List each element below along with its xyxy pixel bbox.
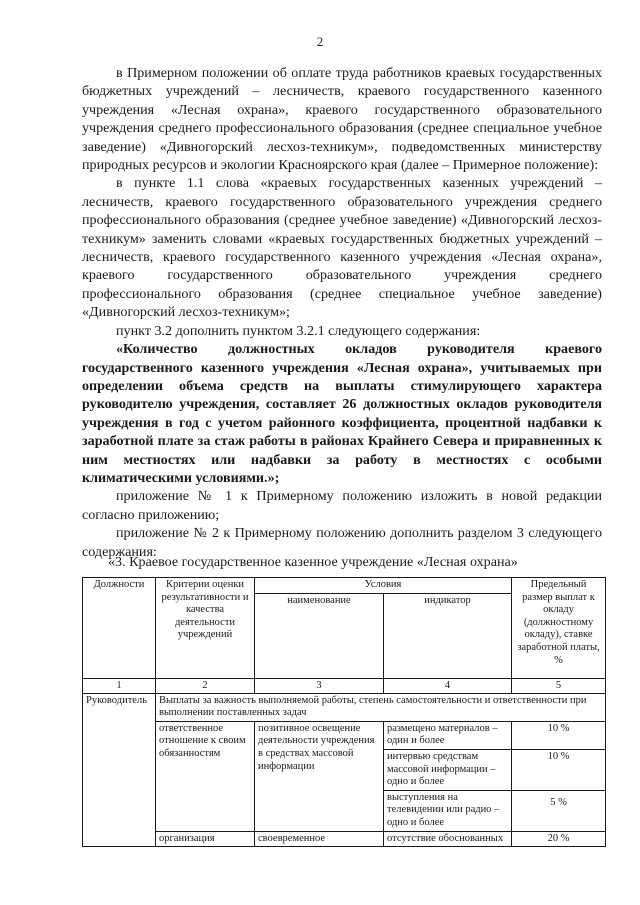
column-number: 3 <box>255 678 384 693</box>
table-row <box>83 693 606 721</box>
page-number: 2 <box>316 34 324 49</box>
criteria-table <box>82 577 606 847</box>
header-positions: Должности <box>83 578 156 679</box>
criterion-cell-continued <box>156 790 255 831</box>
header-indicator: индикатор <box>384 593 512 678</box>
position-cell: Руководитель <box>83 693 156 847</box>
value-cell: 10 % <box>512 721 606 749</box>
column-number: 4 <box>384 678 512 693</box>
paragraph-clause-1-1: в пункте 1.1 слова «краевых государственных казенных учреждений – лесничеств, краевого государственного образовательного учреждения среднего профессионального образования (среднее учебное заведение) «Дивногорский лесхоз-техникум» заменить словами «краевых государственных бюджетных учреждений – лесничеств, краевого государственного казенного учреждения «Лесная охрана», краевого государственного образовательного учреждения среднего профессионального образования (среднее специальное учебное заведение) «Дивногорский лесхоз-техникум»; <box>82 175 602 321</box>
payment-type-cell: Выплаты за важность выполняемой работы, степень самостоятельности и ответственности при выполнении поставленных задач <box>156 693 606 721</box>
condition-cell-continued <box>255 790 384 831</box>
table-row <box>83 831 606 847</box>
value-cell: 10 % <box>512 749 606 790</box>
header-conditions: Условия <box>255 578 512 594</box>
table-row <box>83 790 606 831</box>
header-criteria: Критерии оценки результативности и качества деятельности учреждений <box>156 578 255 679</box>
column-number: 2 <box>156 678 255 693</box>
paragraph-appendix-2: приложение № 2 к Примерному положению дополнить разделом 3 следующего содержания: <box>82 525 602 560</box>
column-number-row <box>83 678 606 693</box>
indicator-cell: интервью средствам массовой информации – одно и более <box>384 749 512 790</box>
paragraph-clause-3-2: пункт 3.2 дополнить пунктом 3.2.1 следующего содержания: <box>116 322 481 339</box>
section-title: «3. Краевое государственное казенное учреждение «Лесная охрана» <box>108 554 518 570</box>
column-number: 5 <box>512 678 606 693</box>
indicator-cell: отсутствие обоснованных <box>384 831 512 847</box>
indicator-cell: размещено материалов – один и более <box>384 721 512 749</box>
header-name: наименование <box>255 593 384 678</box>
table-header-row <box>83 578 606 594</box>
indicator-cell: выступления на телевидении или радио – одно и более <box>384 790 512 831</box>
value-cell: 5 % <box>512 790 606 831</box>
document-body <box>82 64 602 561</box>
paragraph-quote-3-2-1: «Количество должностных окладов руководителя краевого государственного казенного учреждения «Лесная охрана», учитываемых при определении объема средств на выплаты стимулирующего характера руководителю учреждения, составляет 26 должностных окладов руководителя учреждения в год с учетом районного коэффициента, процентной надбавки к заработной плате за стаж работы в районах Крайнего Севера и приравненных к ним местностях или надбавки за работу в местностях с особыми климатическими условиями.»; <box>82 341 602 486</box>
criterion-cell: ответственное отношение к своим обязанностям <box>156 721 255 790</box>
table-row <box>83 721 606 749</box>
paragraph-intro: в Примерном положении об оплате труда работников краевых государственных бюджетных учреждений – лесничеств, краевого государственного казенного учреждения «Лесная охрана», краевого государственного образовательного учреждения среднего профессионального образования (среднее специальное учебное заведение) «Дивногорский лесхоз-техникум», подведомственных министерству природных ресурсов и экологии Красноярского края (далее – Примерное положение): <box>82 65 602 174</box>
condition-cell: позитивное освещение деятельности учреждения в средствах массовой информации <box>255 721 384 790</box>
condition-cell: своевременное <box>255 831 384 847</box>
column-number: 1 <box>83 678 156 693</box>
criterion-cell: организация <box>156 831 255 847</box>
value-cell: 20 % <box>512 831 606 847</box>
header-max-payment: Предельный размер выплат к окладу (должностному окладу), ставке заработной платы, % <box>512 578 606 679</box>
paragraph-appendix-1: приложение № 1 к Примерному положению изложить в новой редакции согласно приложению; <box>82 488 602 523</box>
